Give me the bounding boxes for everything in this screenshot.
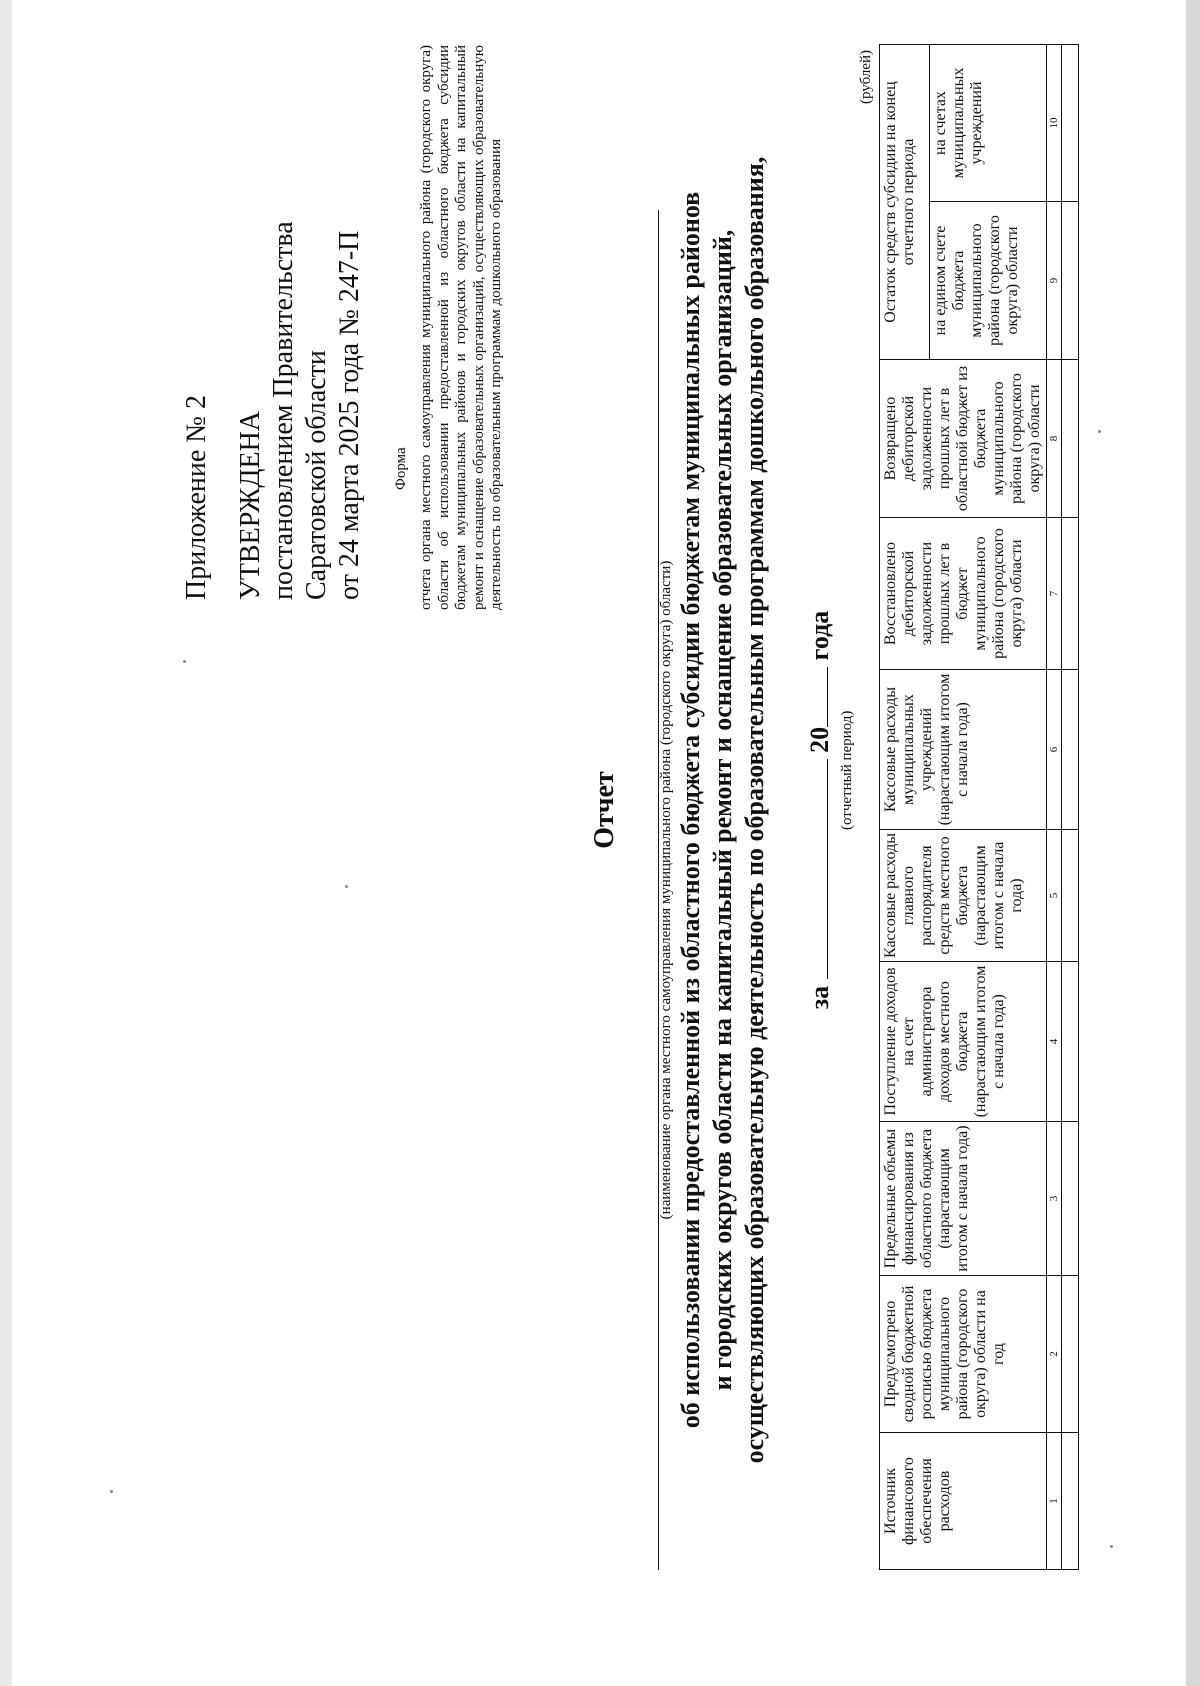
report-table bbox=[879, 44, 1079, 1570]
period-suffix: года bbox=[805, 610, 834, 661]
period-blank bbox=[805, 759, 828, 979]
column-number: 5 bbox=[1047, 830, 1062, 962]
report-heading bbox=[675, 10, 771, 1610]
scan-edge-left bbox=[0, 0, 12, 1686]
period-caption: (отчетный период) bbox=[839, 710, 855, 830]
approval-line-2: Саратовской области bbox=[301, 350, 332, 600]
column-number: 10 bbox=[1047, 45, 1062, 202]
scan-edge-right bbox=[1186, 0, 1200, 1686]
table-header-row bbox=[880, 45, 930, 1570]
organization-caption: (наименование органа местного самоуправления муниципального района (городского округа) области) bbox=[658, 560, 674, 1220]
table-cell bbox=[1062, 1276, 1079, 1433]
column-header: Кассовые расходы муниципальных учреждений (нарастающим итогом с начала года) bbox=[880, 670, 1047, 830]
table-cell bbox=[1062, 830, 1079, 962]
appendix-number: Приложение № 2 bbox=[181, 395, 212, 600]
table-cell bbox=[1062, 962, 1079, 1122]
column-header: на счетах муниципальных учреждений bbox=[930, 45, 1047, 202]
column-header: на едином счете бюджета муниципального района (городского округа) области bbox=[930, 202, 1047, 360]
form-label: Форма bbox=[393, 447, 409, 490]
approval-line-3: от 24 марта 2025 года № 247-П bbox=[334, 230, 365, 600]
table-row bbox=[1062, 45, 1079, 1570]
table-cell bbox=[1062, 360, 1079, 518]
column-number: 4 bbox=[1047, 962, 1062, 1122]
column-header: Источник финансового обеспечения расходов bbox=[880, 1433, 1047, 1570]
approval-line-1: постановлением Правительства bbox=[268, 221, 299, 600]
table-cell bbox=[1062, 1433, 1079, 1570]
column-number: 7 bbox=[1047, 518, 1062, 670]
heading-line-1: об использовании предоставленной из областного бюджета субсидии бюджетам муниципальных районов bbox=[676, 191, 705, 1429]
report-title: Отчет bbox=[589, 771, 620, 849]
column-number: 6 bbox=[1047, 670, 1062, 830]
table-cell bbox=[1062, 1122, 1079, 1276]
units-label: (рублей) bbox=[858, 50, 874, 105]
column-number: 9 bbox=[1047, 202, 1062, 360]
column-number: 8 bbox=[1047, 360, 1062, 518]
year-blank bbox=[805, 667, 828, 727]
column-number: 2 bbox=[1047, 1276, 1062, 1433]
table-cell bbox=[1062, 45, 1079, 202]
remainder-group-header: Остаток средств субсидии на конец отчетного периода bbox=[880, 45, 930, 360]
heading-line-2: и городских округов области на капитальный ремонт и оснащение образовательных организаций, bbox=[708, 229, 737, 1391]
column-header: Восстановлено дебиторской задолженности прошлых лет в бюджет муниципального района (городского округа) области bbox=[880, 518, 1047, 670]
appendix-block bbox=[180, 40, 366, 600]
column-number: 3 bbox=[1047, 1122, 1062, 1276]
column-number-row bbox=[1047, 45, 1062, 1570]
table-cell bbox=[1062, 202, 1079, 360]
column-header: Поступление доходов на счет администратора доходов местного бюджета (нарастающим итогом с начала года) bbox=[880, 962, 1047, 1122]
approved-label: УТВЕРЖДЕНА bbox=[235, 410, 266, 600]
report-period bbox=[805, 10, 835, 1610]
column-header: Предельные объемы финансирования из областного бюджета (нарастающим итогом с начала года) bbox=[880, 1122, 1047, 1276]
period-prefix: за bbox=[805, 985, 834, 1010]
document-sheet bbox=[70, 10, 1150, 1610]
form-description: отчета органа местного самоуправления муниципального района (городского округа) области об использовании предоставленной из областного бюджета субсидии бюджетам муниципальных районов и городских округов области на капитальный ремонт и оснащение образовательных организаций, осуществляющих образовательную деятельность по образовательным программам дошкольного образования bbox=[418, 45, 504, 610]
table-cell bbox=[1062, 518, 1079, 670]
column-header: Возвращено дебиторской задолженности прошлых лет в областной бюджет из бюджета муниципального района (городского округа) области bbox=[880, 360, 1047, 518]
period-year-prefix: 20 bbox=[805, 726, 834, 753]
column-header: Кассовые расходы главного распорядителя средств местного бюджета (нарастающим итогом с начала года) bbox=[880, 830, 1047, 962]
column-number: 1 bbox=[1047, 1433, 1062, 1570]
column-header: Предусмотрено сводной бюджетной росписью бюджета муниципального района (городского округа) области на год bbox=[880, 1276, 1047, 1433]
table-cell bbox=[1062, 670, 1079, 830]
heading-line-3: осуществляющих образовательную деятельность по образовательным программам дошкольного образования, bbox=[740, 156, 769, 1464]
